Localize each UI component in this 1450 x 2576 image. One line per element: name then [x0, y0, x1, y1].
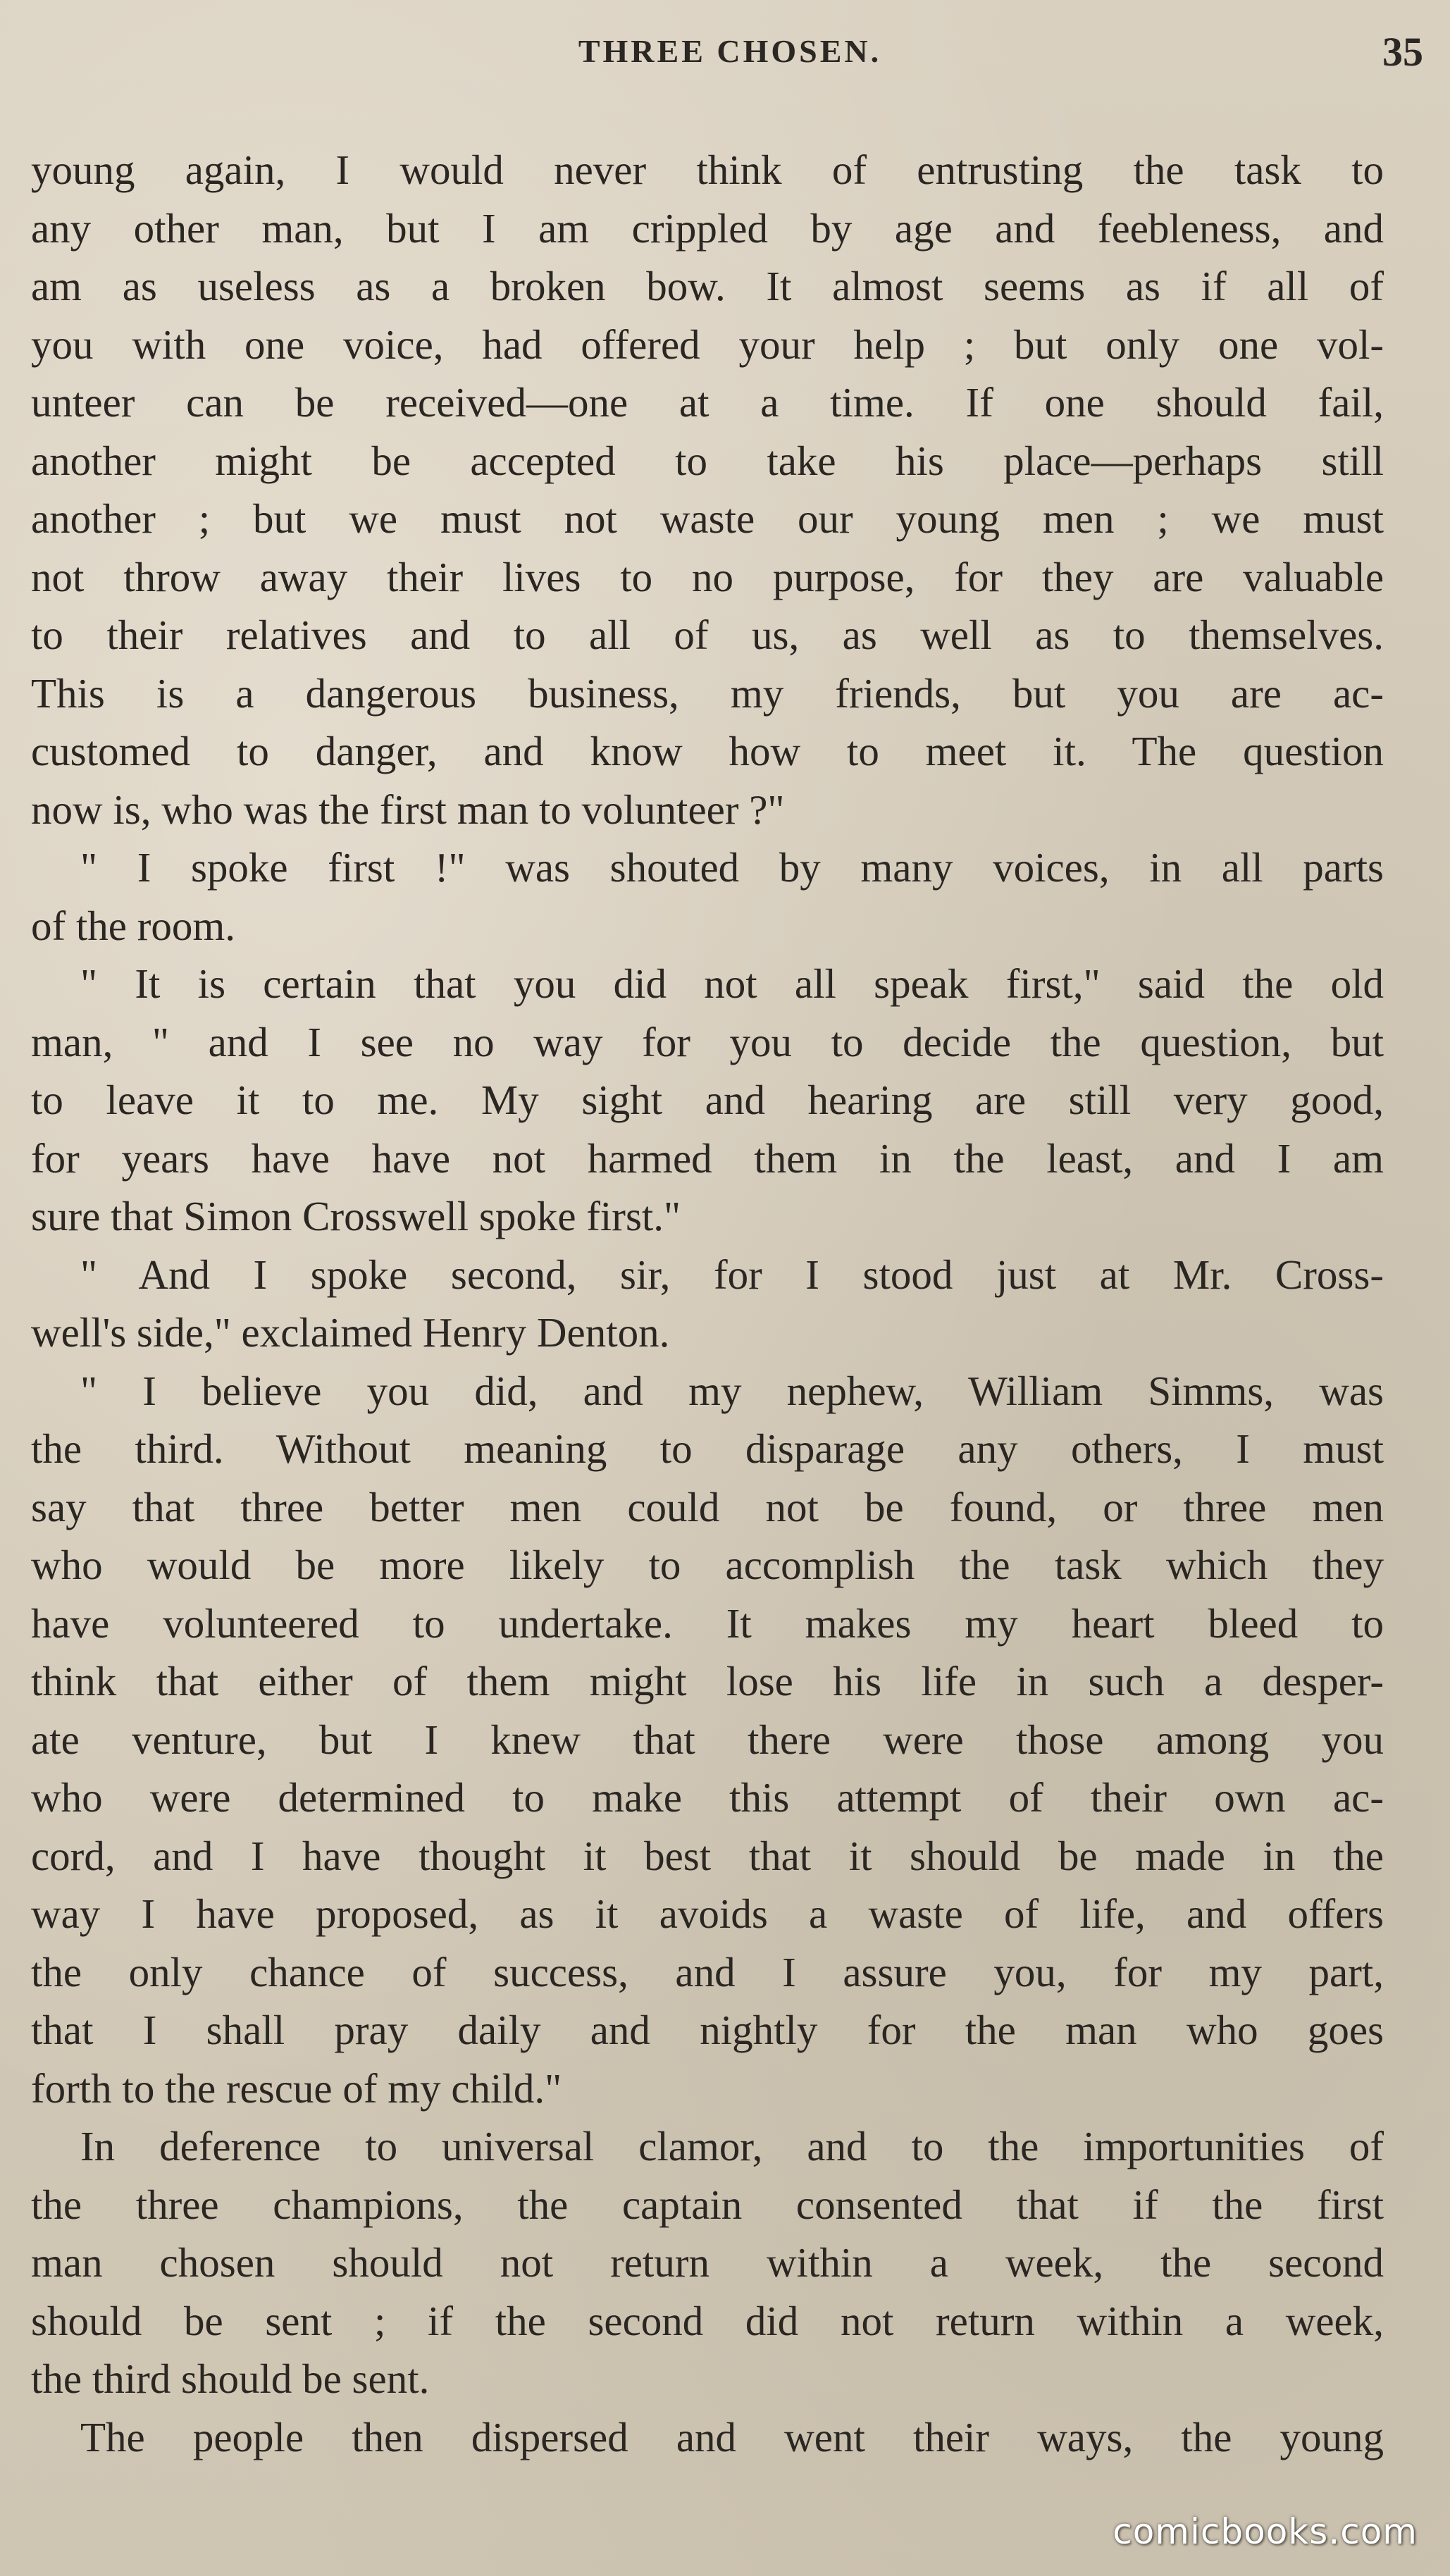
text-line: have volunteered to undertake. It makes my heart bleed to: [31, 1599, 1384, 1647]
text-line: young again, I would never think of entrusting the task to: [31, 147, 1384, 193]
text-line: the third. Without meaning to disparage any others, I must: [31, 1425, 1384, 1472]
body-text: [31, 141, 1384, 2466]
text-line: you with one voice, had offered your help ; but only one vol-: [31, 321, 1384, 368]
text-line: " I believe you did, and my nephew, William Simms, was: [80, 1367, 1384, 1414]
text-line: to leave it to me. My sight and hearing are still very good,: [31, 1077, 1384, 1123]
text-line: " I spoke first !" was shouted by many voices, in all parts: [80, 844, 1384, 891]
text-line: customed to danger, and know how to meet it. The question: [31, 728, 1384, 774]
text-line: forth to the rescue of my child.": [31, 2064, 562, 2112]
text-line: In deference to universal clamor, and to the importunities of: [80, 2123, 1384, 2169]
watermark: comicbooks.com: [1113, 2511, 1418, 2552]
text-line: say that three better men could not be found, or three men: [31, 1483, 1384, 1530]
text-line: man, " and I see no way for you to decide the question, but: [31, 1018, 1384, 1065]
text-line: now is, who was the first man to volunteer ?": [31, 786, 785, 833]
text-line: sure that Simon Crosswell spoke first.": [31, 1193, 681, 1239]
text-line: should be sent ; if the second did not return within a week,: [31, 2297, 1384, 2344]
text-line: the third should be sent.: [31, 2355, 430, 2402]
text-line: well's side," exclaimed Henry Denton.: [31, 1309, 670, 1356]
text-line: The people then dispersed and went their ways, the young: [80, 2413, 1384, 2460]
text-line: that I shall pray daily and nightly for the man who goes: [31, 2007, 1384, 2053]
page-number: 35: [1382, 29, 1423, 75]
text-line: another ; but we must not waste our young men ; we must: [31, 495, 1384, 542]
running-head: THREE CHOSEN.: [578, 33, 882, 69]
text-line: cord, and I have thought it best that it should be made in the: [31, 1832, 1384, 1879]
text-line: any other man, but I am crippled by age and feebleness, and: [31, 204, 1384, 252]
text-line: not throw away their lives to no purpose, for they are valuable: [31, 553, 1384, 600]
text-line: who were determined to make this attempt of their own ac-: [31, 1774, 1384, 1821]
text-line: am as useless as a broken bow. It almost seems as if all of: [31, 263, 1384, 309]
text-line: unteer can be received—one at a time. If one should fail,: [31, 379, 1384, 426]
text-line: man chosen should not return within a week, the second: [31, 2239, 1384, 2286]
text-line: This is a dangerous business, my friends, but you are ac-: [31, 669, 1384, 717]
text-line: for years have have not harmed them in the least, and I am: [31, 1134, 1384, 1182]
text-line: " It is certain that you did not all speak first," said the old: [80, 960, 1384, 1007]
page-header: [31, 28, 1429, 85]
text-line: the three champions, the captain consented that if the first: [31, 2181, 1384, 2228]
text-line: who would be more likely to accomplish the task which they: [31, 1542, 1384, 1588]
text-line: the only chance of success, and I assure you, for my part,: [31, 1948, 1384, 1995]
text-line: way I have proposed, as it avoids a waste of life, and offers: [31, 1890, 1384, 1937]
text-line: to their relatives and to all of us, as well as to themselves.: [31, 612, 1384, 658]
text-line: " And I spoke second, sir, for I stood just at Mr. Cross-: [80, 1251, 1384, 1298]
text-line: ate venture, but I knew that there were those among you: [31, 1716, 1384, 1763]
text-line: another might be accepted to take his place—perhaps still: [31, 437, 1384, 484]
text-line: think that either of them might lose his life in such a desper-: [31, 1658, 1384, 1704]
text-line: of the room.: [31, 902, 236, 949]
